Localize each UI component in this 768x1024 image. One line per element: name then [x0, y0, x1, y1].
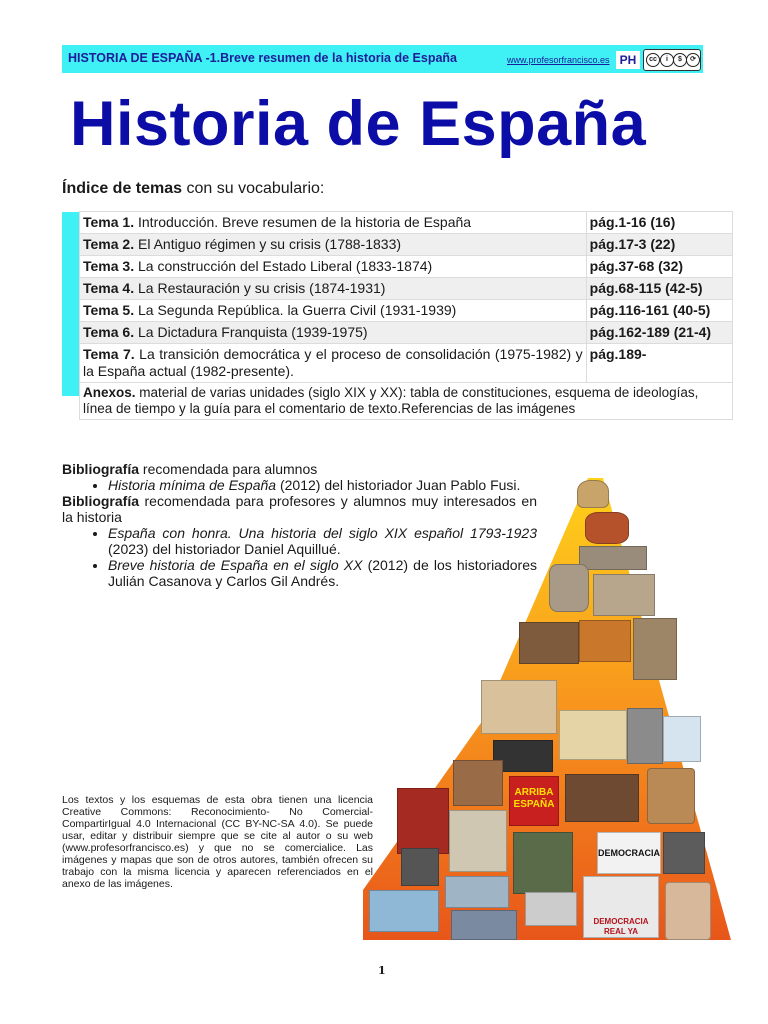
topic-row — [80, 322, 733, 344]
website-link[interactable]: www.profesorfrancisco.es — [507, 55, 610, 65]
topic-pages: pág.37-68 (32) — [586, 256, 732, 278]
index-heading-rest: con su vocabulario: — [182, 180, 325, 197]
dama-de-elche-image — [549, 564, 589, 612]
arriba-espana-poster: ARRIBA ESPAÑA — [509, 776, 559, 826]
bibliography-label: Bibliografía — [62, 461, 140, 477]
topic-label: Tema 4. — [83, 280, 135, 296]
democracia-real-ya-image: DEMOCRACIA REAL YA — [583, 876, 659, 938]
topic-text: La Restauración y su crisis (1874-1931) — [134, 280, 386, 296]
princess-portrait-image — [665, 882, 711, 940]
history-collage-pyramid-image — [363, 470, 733, 940]
aqueduct-image — [593, 574, 655, 616]
castle-image — [579, 620, 631, 662]
mosque-image — [519, 622, 579, 664]
page-title: Historia de España — [70, 89, 647, 159]
alhambra-image — [633, 618, 677, 680]
bison-painting-image — [585, 512, 629, 544]
bibliography-teachers-text: recomendada para profesores y alumnos muy interesados en la historia — [62, 493, 537, 525]
topic-pages: pág.68-115 (42-5) — [586, 278, 732, 300]
seat-600-car-image — [525, 892, 577, 926]
book-details: (2012) de los historiadores Julián Casanova y Carlos Gil Andrés. — [108, 557, 537, 589]
topic-text: La Dictadura Franquista (1939-1975) — [134, 324, 368, 340]
topic-label: Tema 1. — [83, 214, 135, 230]
bibliography-label: Bibliografía — [62, 493, 140, 509]
topics-table — [79, 211, 733, 420]
topic-label: Tema 6. — [83, 324, 135, 340]
topic-row — [80, 256, 733, 278]
sagrada-familia-image — [453, 760, 503, 806]
topic-pages: pág.116-161 (40-5) — [586, 300, 732, 322]
license-text: Los textos y los esquemas de esta obra tienen una licencia Creative Commons: Reconocimiento- No Comercial- CompartirIgual 4.0 Internacional (CC BY-NC-SA 4.0). Se puede usar, editar y distribuir siempre que se cite al autor o su web (www.profesorfrancisco.es) y que no se comercialice. Las imágenes y mapas que son de otros autores, también ofrecen su trabajo con la misma licencia y aparecen referenciados en el anexo de las imágenes. — [62, 794, 373, 890]
page-number: 1 — [378, 964, 386, 977]
painting-image — [565, 774, 639, 822]
topic-row — [80, 278, 733, 300]
ph-logo: PH — [616, 51, 640, 69]
topic-pages: pág.17-3 (22) — [586, 234, 732, 256]
queen-portrait-image — [647, 768, 695, 824]
topic-text: Introducción. Breve resumen de la historia de España — [134, 214, 472, 230]
book-title: España con honra. Una historia del siglo XIX español 1793-1923 — [108, 525, 537, 541]
libertad-poster-image — [397, 788, 449, 854]
creative-commons-icon: cc i $ ⟳ — [643, 49, 701, 71]
old-map-image — [559, 710, 627, 760]
topic-row — [80, 300, 733, 322]
index-heading — [62, 180, 324, 198]
topic-text: La transición democrática y el proceso de consolidación (1975-1982) y la España actual (1982-presente). — [83, 346, 583, 379]
book-details: (2023) del historiador Daniel Aquillué. — [108, 541, 341, 557]
topic-label: Tema 7. — [83, 346, 135, 362]
topic-text: La Segunda República. la Guerra Civil (1931-1939) — [134, 302, 457, 318]
anexos-label: Anexos. — [83, 385, 136, 400]
topic-label: Tema 3. — [83, 258, 135, 274]
topic-pages: pág.1-16 (16) — [586, 212, 732, 234]
democracia-poster: DEMOCRACIA — [597, 832, 661, 874]
franco-portrait-image — [513, 832, 573, 894]
dolmen-image — [579, 546, 647, 570]
topic-label: Tema 5. — [83, 302, 135, 318]
index-accent-strip — [62, 212, 79, 396]
topic-row — [80, 212, 733, 234]
topic-text: El Antiguo régimen y su crisis (1788-1833) — [134, 236, 402, 252]
topic-pages: pág.162-189 (21-4) — [586, 322, 732, 344]
skyline-image — [451, 910, 517, 940]
topic-text: La construcción del Estado Liberal (1833-1874) — [134, 258, 433, 274]
anexos-row — [80, 383, 733, 420]
topic-row — [80, 344, 733, 383]
book-details: (2012) del historiador Juan Pablo Fusi. — [276, 477, 521, 493]
book-title: Breve historia de España en el siglo XX — [108, 557, 363, 573]
topic-row — [80, 234, 733, 256]
windmill-image — [663, 716, 701, 762]
anexos-text: material de varias unidades (siglo XIX y XX): tabla de constituciones, esquema de ideologías, línea de tiempo y la guía para el comentario de texto.Referencias de las imágenes — [83, 385, 699, 416]
caravel-ship-image — [481, 680, 557, 734]
topic-pages: pág.189- — [586, 344, 732, 383]
topic-label: Tema 2. — [83, 236, 135, 252]
construction-image — [445, 876, 509, 908]
skull-image — [577, 480, 609, 508]
book-title: Historia mínima de España — [108, 477, 277, 493]
armour-image — [627, 708, 663, 764]
politician-portrait-image — [401, 848, 439, 886]
bibliography-students-text: recomendada para alumnos — [139, 461, 318, 477]
header-title: HISTORIA DE ESPAÑA -1.Breve resumen de la historia de España — [68, 51, 458, 65]
newspaper-image — [449, 810, 507, 872]
header-bar — [62, 45, 703, 73]
king-portrait-image — [663, 832, 705, 874]
index-heading-bold: Índice de temas — [62, 180, 183, 197]
coastal-city-image — [369, 890, 439, 932]
